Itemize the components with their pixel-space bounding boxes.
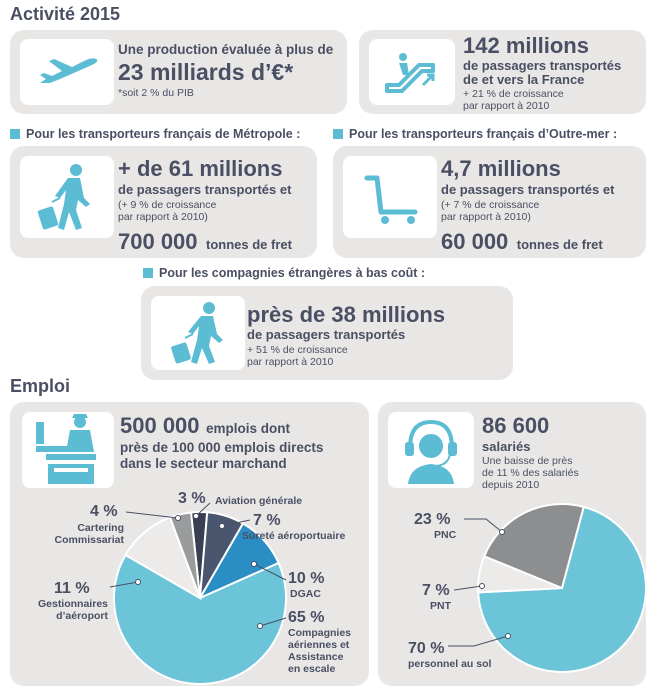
production-amount: 23 milliards d’€* xyxy=(118,59,294,85)
pie2-label-sol: personnel au sol xyxy=(408,658,492,670)
pie1-leader-surete-dot xyxy=(220,524,225,529)
pie1-label-surete-pct: 7 % xyxy=(253,512,281,529)
metropole-card xyxy=(10,146,317,258)
pie1-leader-compagnies-dot xyxy=(258,624,263,629)
metropole-growth1: (+ 9 % de croissance xyxy=(118,199,217,211)
escalator-icon-box xyxy=(369,39,455,105)
traveler-icon xyxy=(151,296,245,370)
pie2-label-pnt-pct: 7 % xyxy=(422,582,450,599)
employees-desc3: depuis 2010 xyxy=(482,479,540,491)
metropole-amount: + de 61 millions xyxy=(118,156,283,181)
outremer-growth2: par rapport à 2010) xyxy=(441,211,531,223)
employment-section-title: Emploi xyxy=(10,376,71,396)
employees-desc1: Une baisse de près xyxy=(482,455,573,467)
employees-card xyxy=(378,402,646,686)
escalator-icon xyxy=(369,39,455,105)
pie1-label-gestionnaires-pct: 11 % xyxy=(54,580,90,597)
pie1-leader-cartering-dot xyxy=(176,516,181,521)
pie2-label-pnc-pct: 23 % xyxy=(414,511,451,528)
pie2-label-pnc: PNC xyxy=(434,529,457,541)
employees-amount: 86 600 xyxy=(482,413,550,438)
luggage-cart-icon xyxy=(343,156,437,238)
pie1-label-aviation-pct: 3 % xyxy=(178,490,206,507)
plane-icon xyxy=(20,39,114,105)
pie1-leader-dgac-dot xyxy=(252,562,257,567)
passengers-total-line2: de et vers la France xyxy=(463,72,585,87)
lowcost-card xyxy=(141,286,513,380)
bullet-square xyxy=(10,129,20,139)
employees-line1: salariés xyxy=(482,439,531,454)
metropole-growth2: par rapport à 2010) xyxy=(118,211,208,223)
outremer-amount: 4,7 millions xyxy=(441,156,561,181)
activity-section-title: Activité 2015 xyxy=(10,4,121,24)
passengers-total-card xyxy=(359,30,646,114)
pie1-leader-cartering xyxy=(126,512,178,518)
bullet-square xyxy=(333,129,343,139)
outremer-line1: de passagers transportés et xyxy=(441,182,615,197)
jobs-card xyxy=(10,402,369,686)
lowcost-growth2: par rapport à 2010 xyxy=(247,356,334,368)
production-line1: Une production évaluée à plus de xyxy=(118,42,334,57)
outremer-card xyxy=(333,146,646,258)
metropole-freight: 700 000 tonnes de fret xyxy=(118,229,292,254)
jobs-line2: près de 100 000 emplois directs xyxy=(120,440,324,455)
bullet-square xyxy=(143,268,153,278)
metropole-header: Pour les transporteurs français de Métropole : xyxy=(10,127,300,141)
pie2-leader-sol-dot xyxy=(506,634,511,639)
passengers-total-amount: 142 millions xyxy=(463,33,589,58)
metropole-line1: de passagers transportés et xyxy=(118,182,292,197)
jobs-headline: 500 000 emplois dont xyxy=(120,413,290,438)
pie2-leader-pnc-dot xyxy=(500,530,505,535)
pie2-leader-pnc xyxy=(464,519,502,532)
lowcost-header: Pour les compagnies étrangères à bas coût : xyxy=(143,266,425,280)
pie1-label-aviation: Aviation générale xyxy=(215,495,303,507)
traveler-icon-box-2 xyxy=(151,296,245,370)
pie1-label-dgac: DGAC xyxy=(290,588,321,600)
lowcost-line1: de passagers transportés xyxy=(247,327,406,342)
outremer-growth1: (+ 7 % de croissance xyxy=(441,199,540,211)
lowcost-amount: près de 38 millions xyxy=(247,302,446,327)
pie2-label-pnt: PNT xyxy=(430,600,451,612)
pie1-label-compagnies-pct: 65 % xyxy=(288,609,325,626)
pie1-leader-aviation-dot xyxy=(194,514,199,519)
employees-desc2: de 11 % des salariés xyxy=(482,467,579,479)
pie1-label-cartering-pct: 4 % xyxy=(90,503,118,520)
production-card xyxy=(10,30,347,114)
pie1-leader-gestionnaires-dot xyxy=(136,580,141,585)
plane-icon-box xyxy=(20,39,114,105)
passengers-total-line1: de passagers transportés xyxy=(463,58,622,73)
traveler-icon-box xyxy=(20,156,114,238)
lowcost-growth1: + 51 % de croissance xyxy=(247,344,348,356)
outremer-freight: 60 000 tonnes de fret xyxy=(441,229,603,254)
pie1-label-cartering: Cartering Commissariat xyxy=(54,522,124,546)
pie1-label-dgac-pct: 10 % xyxy=(288,570,325,587)
pie2-leader-pnt-dot xyxy=(480,584,485,589)
cart-icon-box xyxy=(343,156,437,238)
pie1-label-surete: Sûreté aéroportuaire xyxy=(242,530,346,542)
production-note: *soit 2 % du PIB xyxy=(118,87,194,99)
outremer-header: Pour les transporteurs français d’Outre-mer : xyxy=(333,127,617,141)
pie2-label-sol-pct: 70 % xyxy=(408,640,445,657)
passengers-total-growth1: + 21 % de croissance xyxy=(463,88,564,100)
passengers-total-growth2: par rapport à 2010 xyxy=(463,100,550,112)
jobs-line3: dans le secteur marchand xyxy=(120,456,287,471)
traveler-icon xyxy=(20,156,114,238)
pie1-label-gestionnaires: Gestionnaires d’aéroport xyxy=(37,598,108,622)
pie1-label-compagnies: Compagnies aériennes et Assistance en escale xyxy=(288,627,352,675)
